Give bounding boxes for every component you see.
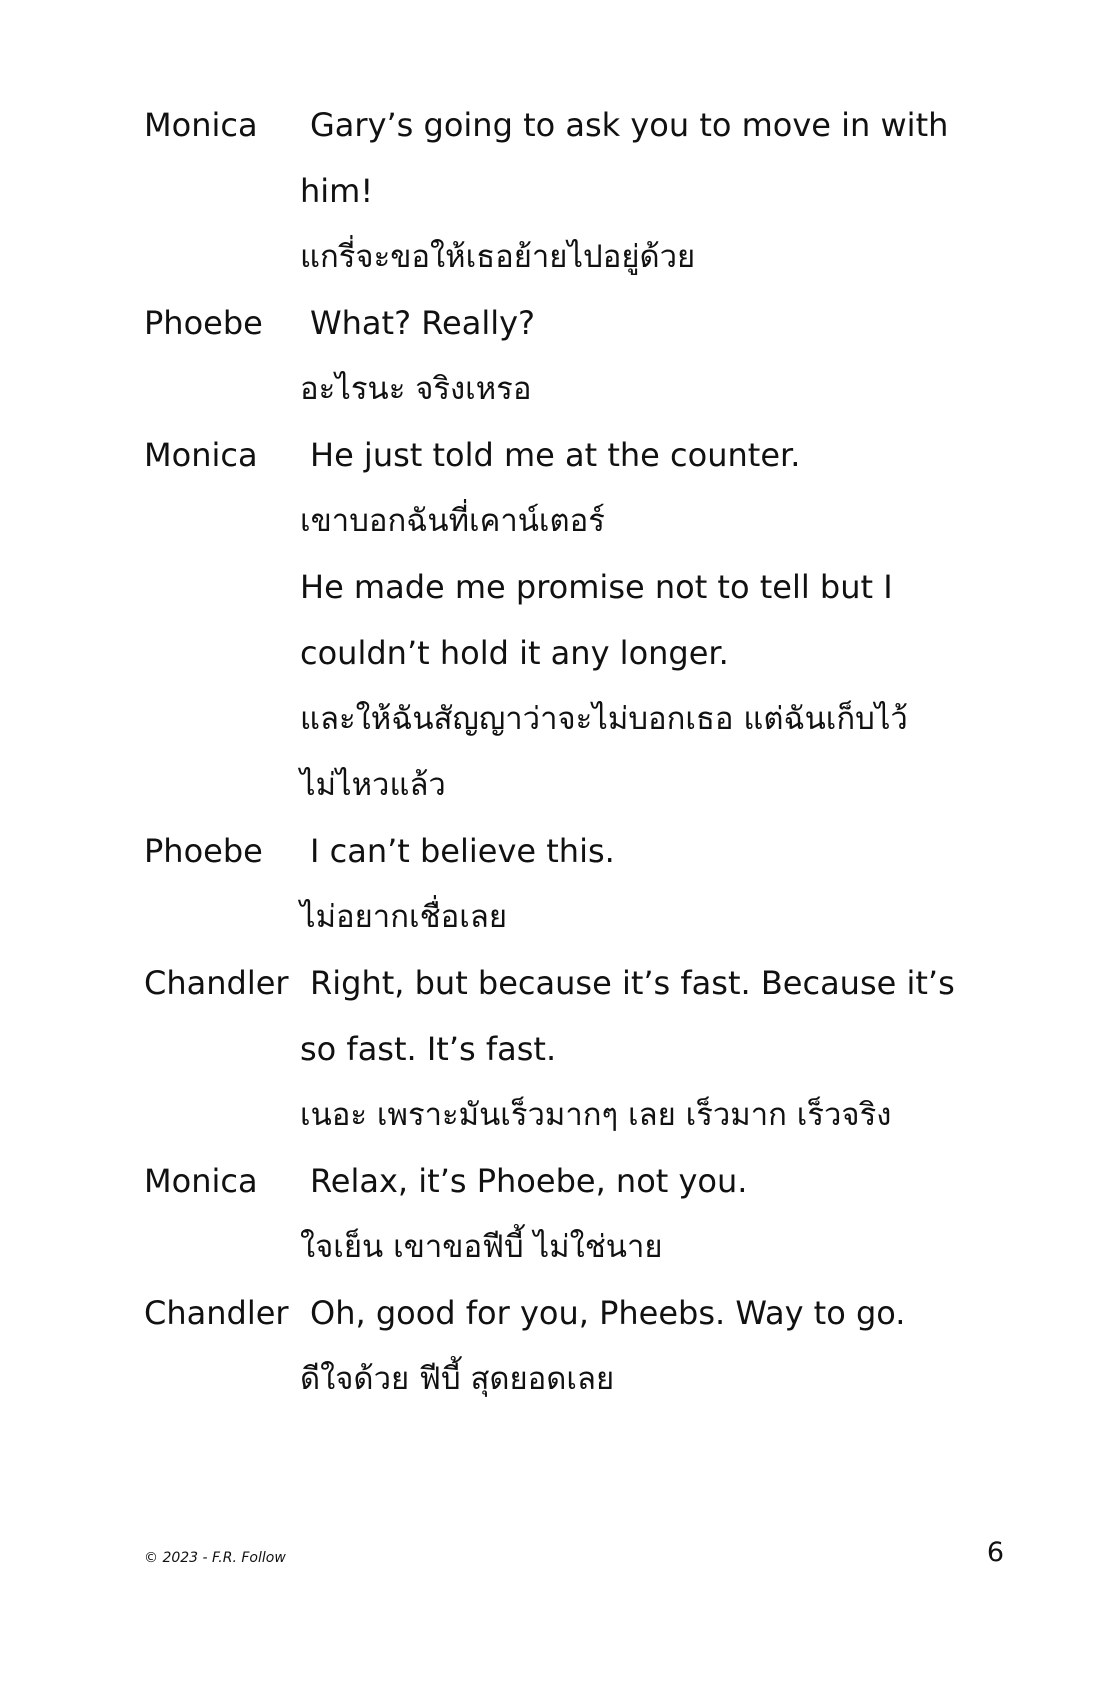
dialogue-lines: [300, 92, 1004, 290]
dialogue-block: [144, 1280, 1004, 1412]
dialogue-lines: [300, 1148, 1004, 1280]
english-dialogue-line: him!: [300, 172, 374, 210]
english-dialogue-line: so fast. It’s fast.: [300, 1030, 557, 1068]
dialogue-block: [144, 950, 1004, 1148]
dialogue-block: [144, 92, 1004, 290]
english-dialogue-line: Oh, good for you, Pheebs. Way to go.: [310, 1294, 906, 1332]
english-dialogue-line: He just told me at the counter.: [310, 436, 801, 474]
thai-translation-line: ไม่อยากเชื่อเลย: [300, 899, 507, 935]
page-number: 6: [986, 1537, 1004, 1568]
dialogue-block: [144, 290, 1004, 422]
english-dialogue-line: Right, but because it’s fast. Because it’s: [310, 964, 955, 1002]
dialogue-block: [144, 1148, 1004, 1280]
dialogue-lines: [300, 950, 1004, 1148]
dialogue-lines: [300, 1280, 1004, 1412]
speaker-name: Monica: [144, 1162, 258, 1200]
dialogue-lines: [300, 422, 1004, 818]
speaker-name: Phoebe: [144, 832, 263, 870]
dialogue-lines: [300, 290, 1004, 422]
thai-translation-line: เนอะ เพราะมันเร็วมากๆ เลย เร็วมาก เร็วจริง: [300, 1097, 892, 1133]
thai-translation-line: ใจเย็น เขาขอฟีบี้ ไม่ใช่นาย: [300, 1229, 663, 1265]
english-dialogue-line: Relax, it’s Phoebe, not you.: [310, 1162, 748, 1200]
thai-translation-line: ดีใจด้วย ฟีบี้ สุดยอดเลย: [300, 1361, 615, 1397]
thai-translation-line: และให้ฉันสัญญาว่าจะไม่บอกเธอ แต่ฉันเก็บไว้: [300, 701, 908, 737]
copyright-notice: © 2023 - F.R. Follow: [144, 1550, 286, 1566]
speaker-name: Phoebe: [144, 304, 263, 342]
english-dialogue-line: Gary’s going to ask you to move in with: [310, 106, 949, 144]
speaker-name: Monica: [144, 436, 258, 474]
dialogue-script: [144, 92, 1004, 1412]
english-dialogue-line: What? Really?: [310, 304, 536, 342]
thai-translation-line: แกรี่จะขอให้เธอย้ายไปอยู่ด้วย: [300, 239, 696, 275]
speaker-name: Chandler: [144, 964, 289, 1002]
dialogue-block: [144, 818, 1004, 950]
thai-translation-line: เขาบอกฉันที่เคาน์เตอร์: [300, 503, 605, 539]
thai-translation-line: อะไรนะ จริงเหรอ: [300, 371, 532, 407]
thai-translation-line: ไม่ไหวแล้ว: [300, 767, 446, 803]
speaker-name: Chandler: [144, 1294, 289, 1332]
english-dialogue-line: I can’t believe this.: [310, 832, 615, 870]
speaker-name: Monica: [144, 106, 258, 144]
dialogue-lines: [300, 818, 1004, 950]
dialogue-block: [144, 422, 1004, 818]
english-dialogue-line: couldn’t hold it any longer.: [300, 634, 729, 672]
english-dialogue-line: He made me promise not to tell but I: [300, 568, 893, 606]
